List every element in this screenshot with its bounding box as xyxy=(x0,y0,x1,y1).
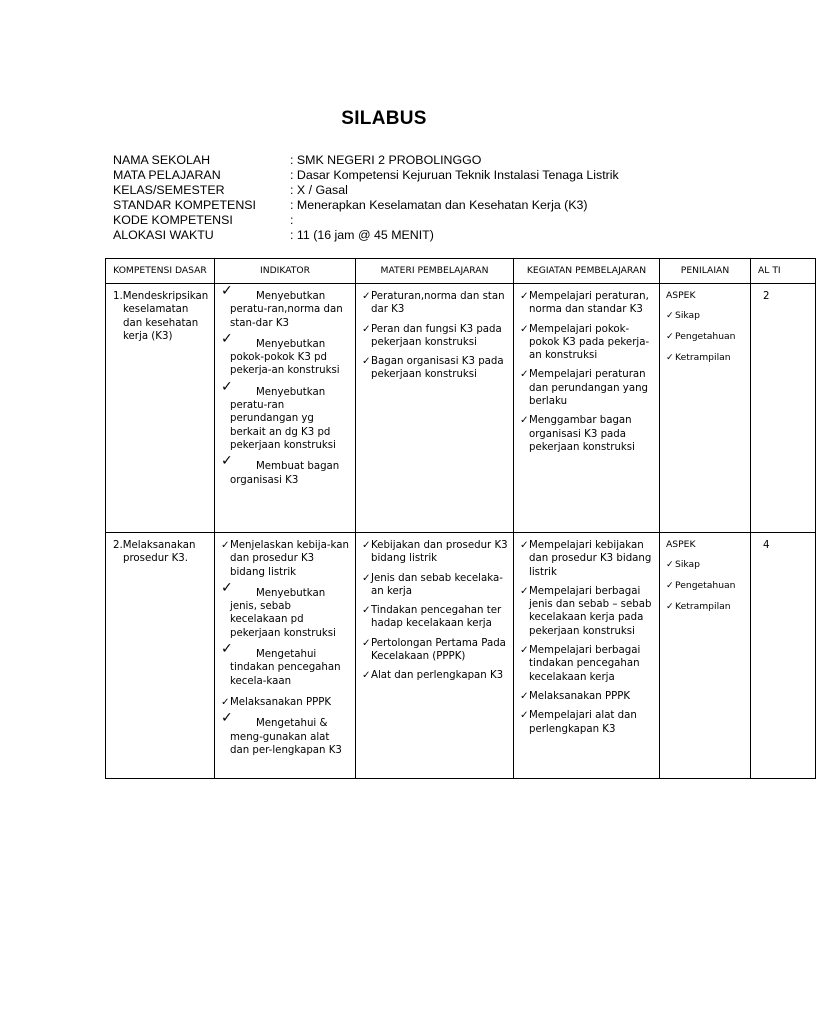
kegiatan-text: Mempelajari berbagai jenis dan sebab – sebab kecelakaan kerja pada pekerjaan konstruksi xyxy=(529,585,652,637)
penilaian-text: Sikap xyxy=(675,310,701,321)
kompetensi-cell xyxy=(106,533,215,779)
info-value: : Menerapkan Keselamatan dan Kesehatan Kerja (K3) xyxy=(290,198,588,212)
kompetensi-cell xyxy=(106,284,215,533)
list-item xyxy=(221,378,351,452)
list-item xyxy=(221,453,351,487)
kegiatan-text: Mempelajari alat dan perlengkapan K3 xyxy=(529,710,637,735)
list-item xyxy=(520,690,655,703)
list-item xyxy=(362,669,509,682)
list-item xyxy=(221,579,351,640)
kegiatan-cell xyxy=(514,284,660,533)
page-title: SILABUS xyxy=(341,108,427,129)
materi-text: Bagan organisasi K3 pada pekerjaan konstruksi xyxy=(371,356,504,381)
list-item xyxy=(520,323,655,363)
kegiatan-text: Menggambar bagan organisasi K3 pada pekerjaan konstruksi xyxy=(529,415,635,453)
check-icon: ✓ xyxy=(520,645,529,657)
check-icon: ✓ xyxy=(221,378,233,395)
check-icon: ✓ xyxy=(221,641,233,658)
check-icon: ✓ xyxy=(362,637,371,649)
materi-text: Tindakan pencegahan ter hadap kecelakaan kerja xyxy=(371,605,502,630)
header-kompetensi-dasar: KOMPETENSI DASAR xyxy=(106,259,215,284)
kegiatan-text: Mempelajari peraturan, norma dan standar K3 xyxy=(529,291,649,316)
list-item xyxy=(221,696,351,709)
check-icon: ✓ xyxy=(362,356,371,368)
materi-text: Pertolongan Pertama Pada Kecelakaan (PPPK) xyxy=(371,637,506,663)
penilaian-text: Sikap xyxy=(675,559,701,570)
info-label: KODE KOMPETENSI xyxy=(113,213,233,227)
list-item xyxy=(520,414,655,454)
check-icon: ✓ xyxy=(362,670,371,682)
aspek-label: ASPEK xyxy=(666,539,696,550)
check-icon: ✓ xyxy=(666,580,674,591)
check-icon: ✓ xyxy=(520,585,529,597)
info-label: MATA PELAJARAN xyxy=(113,168,221,182)
list-item xyxy=(520,644,655,684)
indikator-text: Menyebutkan pokok-pokok K3 pd pekerja-an konstruksi xyxy=(230,338,340,377)
info-row xyxy=(113,168,619,183)
info-row xyxy=(113,228,619,243)
check-icon: ✓ xyxy=(666,352,674,363)
check-icon: ✓ xyxy=(520,540,529,551)
list-item xyxy=(362,539,509,566)
check-icon: ✓ xyxy=(221,579,233,596)
penilaian-cell xyxy=(660,284,751,533)
check-icon: ✓ xyxy=(221,330,233,347)
list-item xyxy=(520,290,655,317)
indikator-text: Mengetahui tindakan pencegahan kecela-kaan xyxy=(230,649,341,687)
penilaian-cell xyxy=(660,533,751,779)
kegiatan-text: Mempelajari berbagai tindakan pencegahan kecelakaan kerja xyxy=(529,645,641,683)
penilaian-text: Pengetahuan xyxy=(675,331,736,342)
list-item xyxy=(362,290,509,317)
check-icon: ✓ xyxy=(362,291,371,302)
indikator-cell xyxy=(215,284,356,533)
list-item xyxy=(666,310,746,322)
indikator-text: Menjelaskan kebija-kan dan prosedur K3 bidang listrik xyxy=(230,540,349,578)
check-icon: ✓ xyxy=(520,323,529,335)
check-icon: ✓ xyxy=(362,605,371,617)
info-value: : SMK NEGERI 2 PROBOLINGGO xyxy=(290,153,482,167)
list-item xyxy=(362,572,509,599)
alokasi-cell: 4 xyxy=(751,533,816,779)
list-item xyxy=(362,604,509,631)
list-item xyxy=(520,368,655,408)
indikator-text: Menyebutkan peratu-ran,norma dan stan-dar K3 xyxy=(230,291,343,329)
check-icon: ✓ xyxy=(221,453,233,470)
table-row xyxy=(106,284,816,533)
materi-text: Kebijakan dan prosedur K3 bidang listrik xyxy=(371,540,508,565)
indikator-text: Melaksanakan PPPK xyxy=(230,696,332,708)
indikator-text: Membuat bagan organisasi K3 xyxy=(230,461,340,486)
check-icon: ✓ xyxy=(666,601,674,612)
kegiatan-text: Mempelajari kebijakan dan prosedur K3 bidang listrik xyxy=(529,540,652,578)
list-item xyxy=(520,709,655,736)
info-value: : Dasar Kompetensi Kejuruan Teknik Instalasi Tenaga Listrik xyxy=(290,168,619,182)
materi-text: Jenis dan sebab kecelaka-an kerja xyxy=(371,572,503,597)
info-value: : X / Gasal xyxy=(290,183,348,197)
list-item xyxy=(221,283,351,330)
kegiatan-text: Mempelajari pokok-pokok K3 pada pekerja-an konstruksi xyxy=(529,323,650,362)
list-item xyxy=(362,637,509,664)
check-icon: ✓ xyxy=(520,710,529,722)
materi-text: Alat dan perlengkapan K3 xyxy=(371,670,504,682)
kompetensi-text: 1.Mendeskripsikan keselamatan dan kesehatan kerja (K3) xyxy=(113,291,209,342)
kegiatan-text: Mempelajari peraturan dan perundangan yang berlaku xyxy=(529,369,649,408)
info-label: ALOKASI WAKTU xyxy=(113,228,214,242)
table-header-row xyxy=(106,259,816,284)
check-icon: ✓ xyxy=(520,291,529,302)
list-item xyxy=(221,330,351,378)
check-icon: ✓ xyxy=(362,572,371,584)
table-row xyxy=(106,533,816,779)
syllabus-table xyxy=(105,258,816,779)
check-icon: ✓ xyxy=(221,283,233,299)
list-item xyxy=(666,331,746,343)
check-icon: ✓ xyxy=(221,696,230,708)
info-value: : xyxy=(290,213,294,227)
header-alokasi-waktu: AL TI xyxy=(751,259,816,284)
alokasi-cell: 2 xyxy=(751,284,816,533)
list-item xyxy=(666,601,746,613)
info-value: : 11 (16 jam @ 45 MENIT) xyxy=(290,228,434,242)
list-item xyxy=(666,352,746,364)
check-icon: ✓ xyxy=(221,710,233,727)
info-block xyxy=(113,153,619,243)
check-icon: ✓ xyxy=(666,310,674,321)
list-item xyxy=(520,539,655,579)
materi-text: Peraturan,norma dan stan dar K3 xyxy=(371,291,505,316)
header-indikator: INDIKATOR xyxy=(215,259,356,284)
list-item xyxy=(221,710,351,757)
check-icon: ✓ xyxy=(362,323,371,335)
list-item xyxy=(520,585,655,638)
indikator-cell xyxy=(215,533,356,779)
penilaian-text: Ketrampilan xyxy=(675,352,731,363)
header-materi-pembelajaran: MATERI PEMBELAJARAN xyxy=(356,259,514,284)
list-item xyxy=(666,580,746,592)
check-icon: ✓ xyxy=(520,690,529,702)
indikator-text: Menyebutkan jenis, sebab kecelakaan pd pekerjaan konstruksi xyxy=(230,587,336,639)
header-penilaian: PENILAIAN xyxy=(660,259,751,284)
check-icon: ✓ xyxy=(221,540,230,551)
aspek-label: ASPEK xyxy=(666,290,696,301)
check-icon: ✓ xyxy=(362,540,371,551)
kegiatan-text: Melaksanakan PPPK xyxy=(529,690,631,702)
info-row xyxy=(113,183,619,198)
check-icon: ✓ xyxy=(520,369,529,381)
info-label: KELAS/SEMESTER xyxy=(113,183,225,197)
list-item xyxy=(221,539,351,579)
header-kegiatan-pembelajaran: KEGIATAN PEMBELAJARAN xyxy=(514,259,660,284)
info-row xyxy=(113,213,619,228)
materi-cell xyxy=(356,533,514,779)
list-item xyxy=(362,323,509,350)
materi-text: Peran dan fungsi K3 pada pekerjaan konstruksi xyxy=(371,323,502,348)
penilaian-text: Pengetahuan xyxy=(675,580,736,591)
check-icon: ✓ xyxy=(666,559,674,570)
check-icon: ✓ xyxy=(520,415,529,427)
kegiatan-cell xyxy=(514,533,660,779)
info-row xyxy=(113,153,619,168)
kompetensi-text: 2.Melaksanakan prosedur K3. xyxy=(113,540,196,565)
syllabus-table-wrapper xyxy=(105,258,781,758)
info-row xyxy=(113,198,619,213)
list-item xyxy=(362,355,509,382)
indikator-text: Menyebutkan peratu-ran perundangan yg berkait an dg K3 pd pekerjaan konstruksi xyxy=(230,386,336,451)
materi-cell xyxy=(356,284,514,533)
indikator-text: Mengetahui & meng-gunakan alat dan per-lengkapan K3 xyxy=(230,718,342,756)
penilaian-text: Ketrampilan xyxy=(675,601,731,612)
list-item xyxy=(666,559,746,571)
info-label: STANDAR KOMPETENSI xyxy=(113,198,256,212)
check-icon: ✓ xyxy=(666,331,674,342)
info-label: NAMA SEKOLAH xyxy=(113,153,211,167)
list-item xyxy=(221,641,351,688)
